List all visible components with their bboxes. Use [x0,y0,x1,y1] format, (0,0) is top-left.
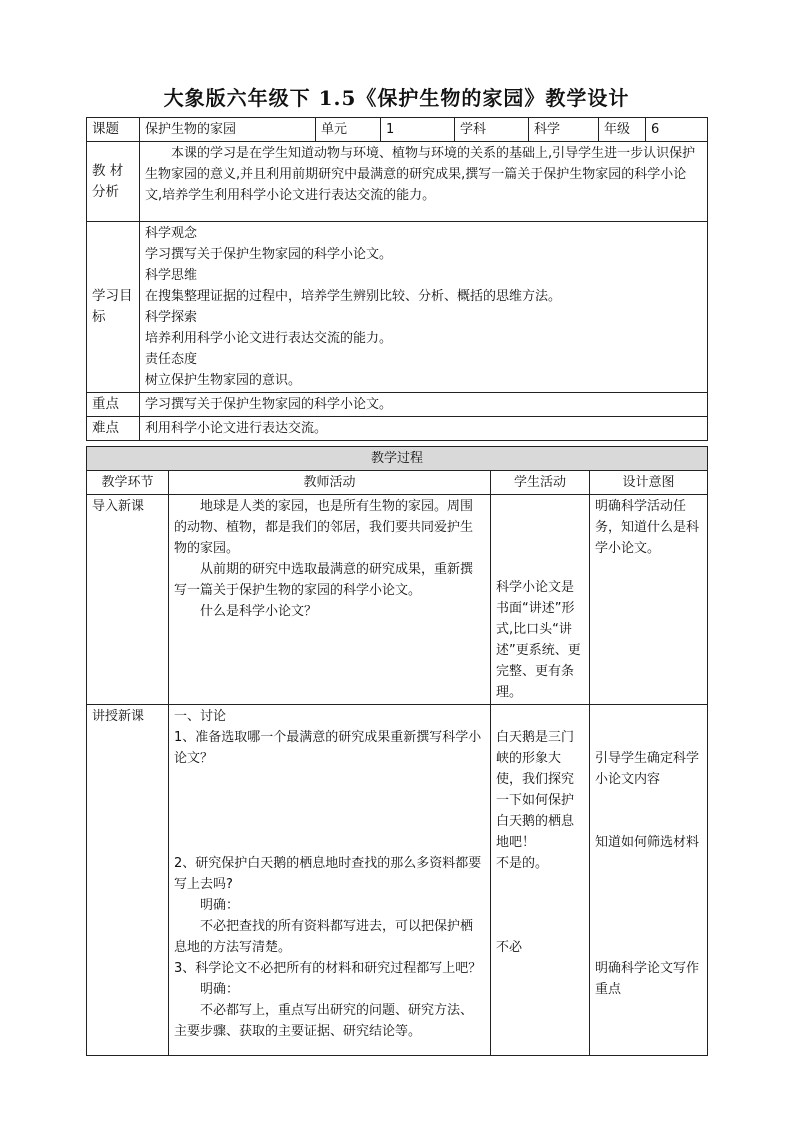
goal-line: 科学思维 [145,268,198,283]
grade-value: 6 [646,118,708,142]
new-lesson-row [87,705,708,1056]
topic-value: 保护生物的家园 [140,118,316,142]
process-title: 教学过程 [87,447,708,471]
difficulty-row [87,417,708,441]
new-q1: 1、准备选取哪一个最满意的研究成果重新撰写科学小论文？ [174,730,482,766]
difficulty-label: 难点 [87,417,140,441]
goal-line: 科学观念 [145,226,198,241]
goal-line: 科学探索 [145,310,198,325]
new-intent [590,705,708,1056]
col-header-student: 学生活动 [491,471,590,495]
info-table [86,117,708,441]
process-title-row [87,447,708,471]
subject-value: 科学 [529,118,599,142]
difficulty-text: 利用科学小论文进行表达交流。 [140,417,708,441]
grade-label: 年级 [599,118,646,142]
analysis-text: 本课的学习是在学生知道动物与环境、植物与环境的关系的基础上,引导学生进一步认识保护生物家园的意义,并且利用前期研究中最满意的研究成果,撰写一篇关于保护生物家园的科学小论文,培养学生利用科学小论文进行表达交流的能力。 [140,142,708,222]
goal-line: 在搜集整理证据的过程中，培养学生辨别比较、分析、概括的思维方法。 [145,289,562,304]
new-q2-intent: 知道如何筛选材料 [595,835,700,850]
new-student [491,705,590,1056]
goals-label: 学习目标 [87,222,140,393]
intro-teacher-p3: 什么是科学小论文？ [200,604,318,619]
process-col-headers [87,471,708,495]
intro-teacher [169,495,491,705]
unit-value: 1 [381,118,455,142]
new-q2-student: 不是的。 [496,856,549,871]
document-title: 大象版六年级下 1.5《保护生物的家园》教学设计 [163,86,630,110]
unit-label: 单元 [316,118,381,142]
key-text: 学习撰写关于保护生物家园的科学小论文。 [140,393,708,417]
goals-content [140,222,708,393]
intro-intent: 明确科学活动任务，知道什么是科学小论文。 [590,495,708,705]
intro-row [87,495,708,705]
goal-line: 学习撰写关于保护生物家园的科学小论文。 [145,247,393,262]
new-heading: 一、讨论 [174,709,227,724]
key-row [87,393,708,417]
goal-line: 责任态度 [145,352,198,367]
col-header-stage: 教学环节 [87,471,169,495]
topic-label: 课题 [87,118,140,142]
new-q3: 3、科学论文不必把所有的材料和研究过程都写上吧？ [174,961,482,976]
goals-row [87,222,708,393]
analysis-row [87,142,708,222]
new-q3-intent: 明确科学论文写作重点 [595,961,700,997]
new-stage: 讲授新课 [87,705,169,1056]
new-q3-clarify: 不必都写上，重点写出研究的问题、研究方法、主要步骤、获取的主要证据、研究结论等。 [174,1003,474,1039]
new-q2-clarify-label: 明确： [200,898,240,913]
intro-teacher-p2: 从前期的研究中选取最满意的研究成果，重新撰写一篇关于保护生物的家园的科学小论文。 [174,562,474,598]
intro-student: 科学小论文是书面“讲述”形式,比口头“讲述”更系统、更完整、更有条理。 [491,495,590,705]
subject-label: 学科 [455,118,529,142]
new-q1-intent: 引导学生确定科学小论文内容 [595,751,700,787]
new-q3-clarify-label: 明确： [200,982,240,997]
col-header-teacher: 教师活动 [169,471,491,495]
col-header-intent: 设计意图 [590,471,708,495]
new-q2: 2、研究保护白天鹅的栖息地时查找的那么多资料都要写上去吗? [174,856,482,892]
analysis-label: 教 材分析 [87,142,140,222]
intro-teacher-p1: 地球是人类的家园，也是所有生物的家园。周围的动物、植物，都是我们的邻居，我们要共同爱护生物的家园。 [174,499,474,556]
new-q3-student: 不必 [496,940,523,955]
key-label: 重点 [87,393,140,417]
new-teacher [169,705,491,1056]
intro-stage: 导入新课 [87,495,169,705]
goal-line: 培养利用科学小论文进行表达交流的能力。 [145,331,393,346]
process-table [86,446,708,1056]
new-q1-student: 白天鹅是三门峡的形象大使，我们探究一下如何保护白天鹅的栖息地吧！ [496,730,575,850]
header-row [87,118,708,142]
new-q2-clarify: 不必把查找的所有资料都写进去，可以把保护栖息地的方法写清楚。 [174,919,474,955]
goal-line: 树立保护生物家园的意识。 [145,373,302,388]
